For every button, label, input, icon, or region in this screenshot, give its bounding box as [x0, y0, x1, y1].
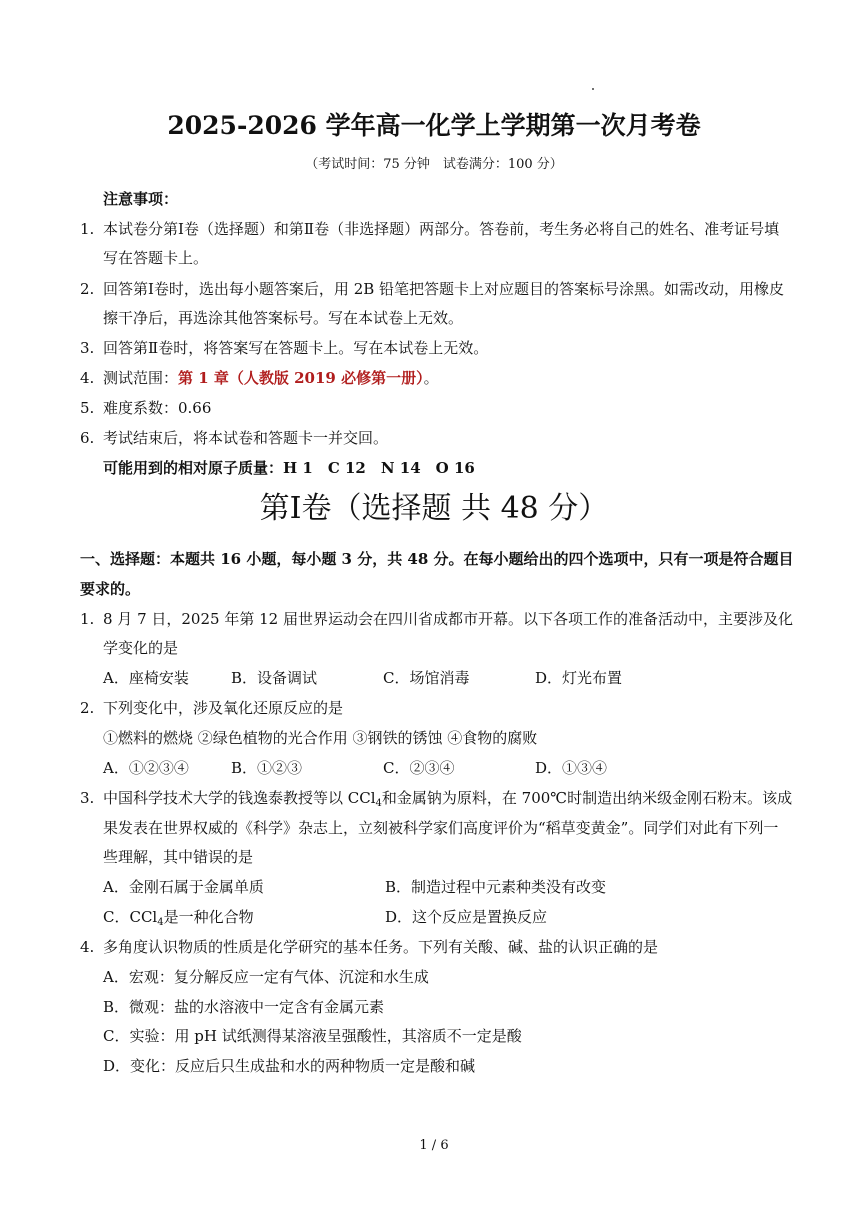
- notice-num-2: 2.: [80, 280, 95, 298]
- notice-num-6: 6.: [80, 429, 95, 447]
- q3-number: 3.: [80, 789, 95, 807]
- q2-number: 2.: [80, 699, 95, 717]
- q3-option-c: [103, 907, 254, 927]
- page-number: 1 / 6: [419, 1138, 449, 1153]
- section-title: 第Ⅰ卷（选择题 共 48 分）: [259, 491, 609, 526]
- q1-stem: 8 月 7 日，2025 年第 12 届世界运动会在四川省成都市开幕。以下各项工作的准备活动中，主要涉及化: [103, 610, 793, 628]
- notice-num-3: 3.: [80, 339, 95, 357]
- q1-number: 1.: [80, 610, 95, 628]
- q1-option-c: C．场馆消毒: [383, 669, 470, 687]
- atomic-mass-line: 可能用到的相对原子质量：H 1 C 12 N 14 O 16: [103, 459, 475, 477]
- q4-option-a: A．宏观：复分解反应一定有气体、沉淀和水生成: [103, 968, 429, 986]
- q3-option-d: D．这个反应是置换反应: [385, 908, 548, 926]
- q1-option-b: B．设备调试: [231, 669, 318, 687]
- q3-stem-cont: 果发表在世界权威的《科学》杂志上，立刻被科学家们高度评价为“稻草变黄金”。同学们对此有下列一: [103, 819, 779, 837]
- notice-item-1: 本试卷分第Ⅰ卷（选择题）和第Ⅱ卷（非选择题）两部分。答卷前，考生务必将自己的姓名、准考证号填: [103, 220, 780, 238]
- q3-stem-cont2: 些理解，其中错误的是: [103, 848, 254, 866]
- q3-option-c-part1: C．CCl: [103, 908, 158, 926]
- q2-option-a: A．①②③④: [103, 759, 189, 777]
- notice-item-2: 回答第Ⅰ卷时，选出每小题答案后，用 2B 铅笔把答题卡上对应题目的答案标号涂黑。如需改动，用橡皮: [103, 280, 785, 298]
- section-instruction-cont: 要求的。: [80, 580, 141, 598]
- notice-num-4: 4.: [80, 369, 95, 387]
- notice-item-2-cont: 擦干净后，再选涂其他答案标号。写在本试卷上无效。: [103, 309, 464, 327]
- notice-item-1-cont: 写在答题卡上。: [103, 249, 209, 267]
- test-scope-value: 第 1 章（人教版 2019 必修第一册）: [178, 369, 424, 387]
- q1-stem-cont: 学变化的是: [103, 639, 179, 657]
- q4-option-b: B．微观：盐的水溶液中一定含有金属元素: [103, 998, 385, 1016]
- notice-num-5: 5.: [80, 399, 95, 417]
- q3-option-a: A．金刚石属于金属单质: [103, 878, 264, 896]
- q2-option-d: D．①③④: [535, 759, 608, 777]
- section-instruction: 一、选择题：本题共 16 小题，每小题 3 分，共 48 分。在每小题给出的四个选项中，只有一项是符合题目: [80, 550, 794, 568]
- speck-mark: [592, 88, 594, 90]
- q1-option-d: D．灯光布置: [535, 669, 623, 687]
- q2-option-c: C．②③④: [383, 759, 455, 777]
- q2-items: ①燃料的燃烧 ②绿色植物的光合作用 ③钢铁的锈蚀 ④食物的腐败: [103, 729, 538, 747]
- q3-option-c-subscript: 4: [157, 917, 164, 928]
- page-title: 2025-2026 学年高一化学上学期第一次月考卷: [167, 111, 701, 140]
- test-scope-end: 。: [423, 369, 439, 387]
- test-scope-label: 测试范围：: [103, 369, 179, 387]
- notice-item-3: 回答第Ⅱ卷时，将答案写在答题卡上。写在本试卷上无效。: [103, 339, 489, 357]
- q3-stem-part1: 中国科学技术大学的钱逸泰教授等以 CCl: [103, 789, 376, 807]
- notice-heading: 注意事项：: [103, 190, 179, 208]
- notice-item-5: 难度系数：0.66: [103, 399, 212, 417]
- q2-option-b: B．①②③: [231, 759, 303, 777]
- q3-stem-part2: 和金属钠为原料，在 700℃时制造出纳米级金刚石粉末。该成: [381, 789, 793, 807]
- q3-option-b: B．制造过程中元素种类没有改变: [385, 878, 607, 896]
- q4-option-d: D．变化：反应后只生成盐和水的两种物质一定是酸和碱: [103, 1057, 476, 1075]
- q3-subscript: 4: [375, 798, 382, 809]
- notice-item-4: [103, 368, 439, 388]
- exam-info: （考试时间：75 分钟 试卷满分：100 分）: [305, 157, 563, 172]
- q4-stem: 多角度认识物质的性质是化学研究的基本任务。下列有关酸、碱、盐的认识正确的是: [103, 938, 659, 956]
- notice-item-6: 考试结束后，将本试卷和答题卡一并交回。: [103, 429, 389, 447]
- q3-stem: [103, 788, 792, 808]
- q4-option-c: C．实验：用 pH 试纸测得某溶液呈强酸性，其溶质不一定是酸: [103, 1027, 522, 1045]
- q2-stem: 下列变化中，涉及氧化还原反应的是: [103, 699, 344, 717]
- q3-option-c-part2: 是一种化合物: [163, 908, 254, 926]
- q4-number: 4.: [80, 938, 95, 956]
- notice-num-1: 1.: [80, 220, 95, 238]
- q1-option-a: A．座椅安装: [103, 669, 189, 687]
